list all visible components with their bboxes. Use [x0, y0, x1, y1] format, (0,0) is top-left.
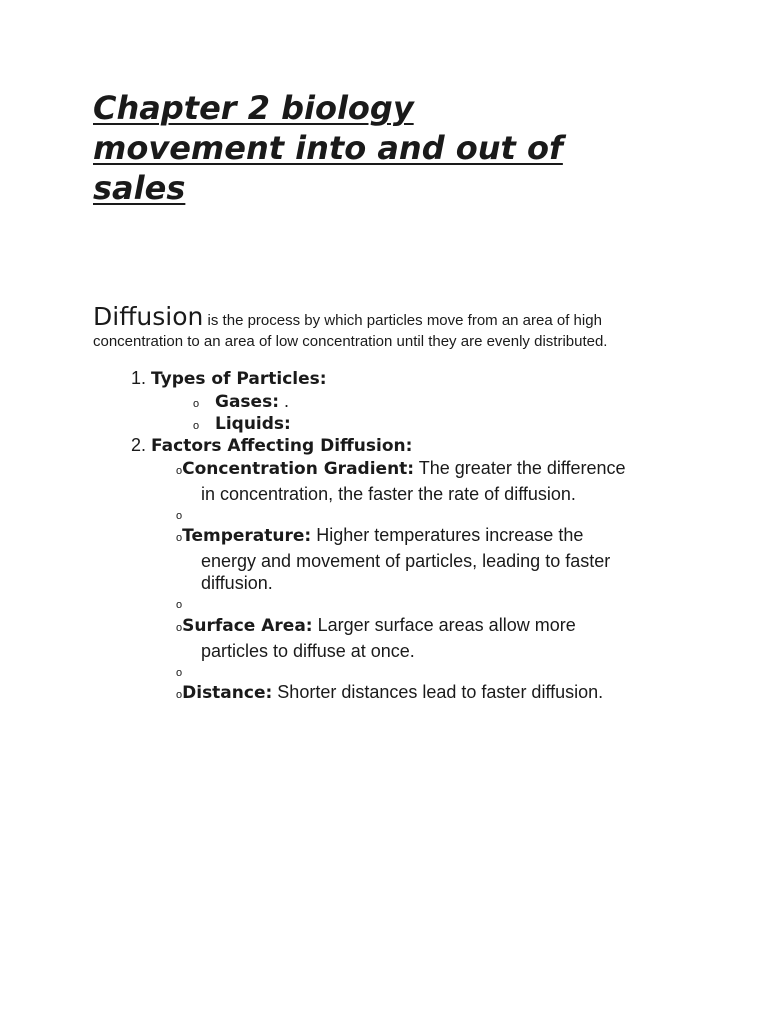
factor-text: Higher temperatures increase the — [311, 525, 584, 545]
bullet-icon: o — [176, 532, 183, 544]
sub-item-key: Gases: — [215, 392, 279, 412]
factor-text: Shorter distances lead to faster diffusion. — [272, 682, 604, 702]
empty-bullet-icon: o — [176, 599, 183, 611]
intro-definition: is the process by which particles move from an area of high concentration to an area of low concentration until they are evenly distributed. — [93, 312, 608, 350]
intro-paragraph — [93, 302, 693, 351]
list-item-types-of-particles — [131, 367, 327, 390]
factor-text-continued: in concentration, the faster the rate of diffusion. — [201, 483, 576, 504]
factor-text: Larger surface areas allow more — [312, 615, 576, 635]
factor-temperature — [176, 524, 676, 595]
factor-surface-area — [176, 614, 676, 662]
factor-text-continued: energy and movement of particles, leading to faster diffusion. — [201, 550, 611, 593]
page-title: Chapter 2 biology movement into and out of sales — [93, 89, 563, 207]
empty-bullet-icon: o — [176, 510, 183, 522]
bullet-icon: o — [176, 465, 183, 477]
bullet-icon: o — [193, 398, 200, 410]
factor-key: Surface Area: — [182, 616, 313, 636]
list-number: 2. — [131, 435, 147, 455]
intro-term: Diffusion — [93, 302, 204, 331]
list-heading: Types of Particles: — [151, 369, 327, 389]
list-number: 1. — [131, 368, 147, 388]
sub-item-value: . — [279, 391, 290, 411]
factor-text: The greater the difference — [414, 458, 626, 478]
bullet-icon: o — [176, 622, 183, 634]
bullet-icon: o — [193, 420, 200, 432]
factor-key: Distance: — [182, 683, 273, 703]
list-item-factors-affecting-diffusion — [131, 434, 412, 457]
factor-distance — [176, 681, 676, 707]
bullet-icon: o — [176, 689, 183, 701]
factor-key: Concentration Gradient: — [182, 459, 415, 479]
factor-text-continued: particles to diffuse at once. — [201, 640, 415, 661]
list-heading: Factors Affecting Diffusion: — [151, 436, 413, 456]
empty-bullet-icon: o — [176, 667, 183, 679]
factor-concentration-gradient — [176, 457, 676, 505]
factor-key: Temperature: — [182, 526, 312, 546]
sub-item-key: Liquids: — [215, 414, 291, 434]
